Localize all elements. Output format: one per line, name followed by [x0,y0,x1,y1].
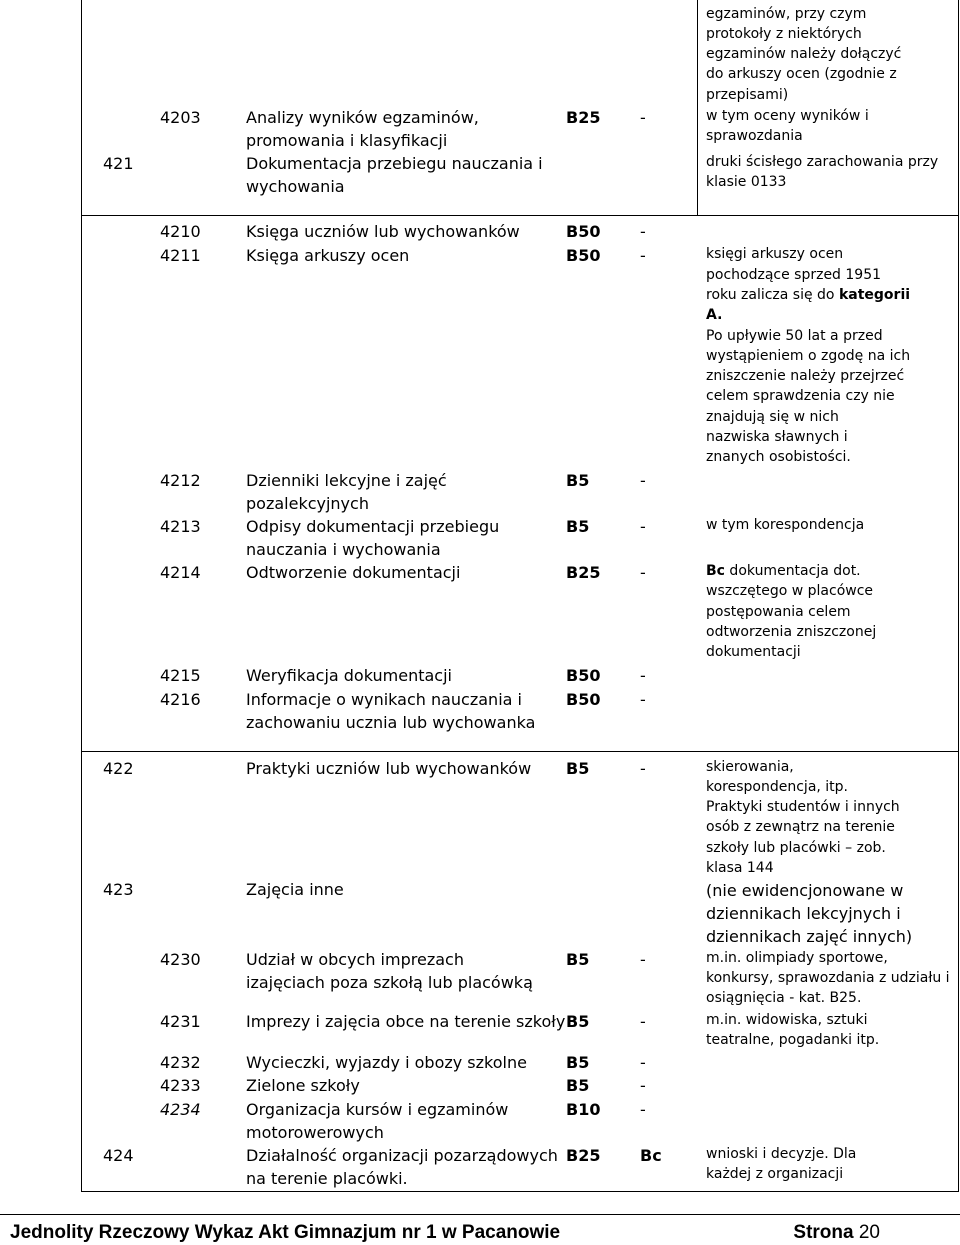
item-number: 4203 [160,108,201,127]
category-code: B10 [566,1100,601,1119]
category-code: B5 [566,1053,590,1072]
item-number: 4210 [160,222,201,241]
item-title-line: zachowaniu ucznia lub wychowanka [246,713,536,732]
row-divider [81,751,959,752]
category-code: B5 [566,1012,590,1031]
item-number: 423 [103,880,134,899]
item-title-line: Zielone szkoły [246,1076,360,1095]
item-number: 4232 [160,1053,201,1072]
category-dash: - [640,222,646,241]
footer-title: Jednolity Rzeczowy Wykaz Akt Gimnazjum nr 1 w Pacanowie [10,1222,561,1243]
category-code: B25 [566,1146,601,1165]
note-line: pochodzące sprzed 1951 [706,267,882,283]
item-title-line: Księga arkuszy ocen [246,246,410,265]
note-line: m.in. widowiska, sztuki [706,1012,868,1028]
note-line: w tym oceny wyników i [706,108,869,124]
note-line [706,285,910,306]
note-line: wszczętego w placówce [706,583,874,599]
item-number: 424 [103,1146,134,1165]
item-title-line: Dokumentacja przebiegu nauczania i [246,154,543,173]
note-line: protokoły z niektórych [706,26,862,42]
page-number: 20 [858,1222,880,1243]
category-dash: - [640,471,646,490]
item-number: 4233 [160,1076,201,1095]
item-number: 4234 [160,1100,201,1119]
item-title-line: Odpisy dokumentacji przebiegu [246,517,500,536]
note-line: szkoły lub placówki – zob. [706,840,886,856]
category-dash: - [640,1012,646,1031]
category-dash: - [640,950,646,969]
note-line: w tym korespondencja [706,517,865,533]
note-line: znajdują się w nich [706,409,839,425]
item-number: 4215 [160,666,201,685]
note-line: dokumentacji [706,644,801,660]
category-dash: - [640,1100,646,1119]
category-code: B5 [566,950,590,969]
note-line: Po upływie 50 lat a przed [706,328,883,344]
item-title-line: Organizacja kursów i egzaminów [246,1100,509,1119]
item-title-line: Informacje o wynikach nauczania i [246,690,522,709]
note-line: do arkuszy ocen (zgodnie z [706,66,897,82]
category-code: B25 [566,108,601,127]
column-divider [697,0,698,215]
page-footer [10,1221,880,1245]
item-number: 422 [103,759,134,778]
category-code: B5 [566,759,590,778]
item-number: 4214 [160,563,201,582]
item-title-line: Weryfikacja dokumentacji [246,666,452,685]
item-title-line: pozalekcyjnych [246,494,369,513]
item-title-line: Działalność organizacji pozarządowych [246,1146,558,1165]
page-number-block [793,1221,880,1245]
item-number: 4213 [160,517,201,536]
category-dash: - [640,108,646,127]
note-line: celem sprawdzenia czy nie [706,388,895,404]
note-line: wystąpieniem o zgodę na ich [706,348,911,364]
item-number: 4216 [160,690,201,709]
note-line: przepisami) [706,87,789,103]
item-title-line: Zajęcia inne [246,880,344,899]
item-title-line: izajęciach poza szkołą lub placówką [246,973,533,992]
note-line: znanych osobistości. [706,449,851,465]
item-title-line: wychowania [246,177,345,196]
category-dash: - [640,1076,646,1095]
footer-rule [0,1214,960,1215]
note-text: roku zalicza się do kategorii [706,287,911,303]
item-title-line: na terenie placówki. [246,1169,408,1188]
item-title-line: Księga uczniów lub wychowanków [246,222,520,241]
note-emphasis: Bc [706,563,725,579]
note-line: Praktyki studentów i innych [706,799,900,815]
category-code: B50 [566,222,601,241]
note-line: osiągnięcia - kat. B25. [706,990,862,1006]
note-line: sprawozdania [706,128,803,144]
note-line: egzaminów należy dołączyć [706,46,902,62]
item-title-line: Analizy wyników egzaminów, [246,108,479,127]
category-dash: - [640,563,646,582]
item-title-line: Imprezy i zajęcia obce na terenie szkoły [246,1012,566,1031]
category-code: B50 [566,246,601,265]
note-line: m.in. olimpiady sportowe, [706,950,888,966]
note-line: postępowania celem [706,604,851,620]
note-line: osób z zewnątrz na terenie [706,819,895,835]
category-dash: - [640,690,646,709]
note-line: dziennikach lekcyjnych i [706,904,901,923]
item-title-line: Udział w obcych imprezach [246,950,464,969]
note-line: dziennikach zajęć innych) [706,927,913,946]
note-line: wnioski i decyzje. Dla [706,1146,857,1162]
row-divider [81,215,959,216]
note-line: zniszczenie należy przejrzeć [706,368,905,384]
category-code: B50 [566,690,601,709]
category-dash: - [640,666,646,685]
category-code-secondary: Bc [640,1146,662,1165]
category-code: B50 [566,666,601,685]
note-line: każdej z organizacji [706,1166,844,1182]
item-number: 4231 [160,1012,201,1031]
category-dash: - [640,246,646,265]
note-line: nazwiska sławnych i [706,429,848,445]
item-number: 4211 [160,246,201,265]
item-title-line: motorowerowych [246,1123,384,1142]
note-line: konkursy, sprawozdania z udziału i [706,970,950,986]
category-code: B5 [566,1076,590,1095]
category-dash: - [640,759,646,778]
table-right-border [958,0,959,1192]
note-line: skierowania, [706,759,794,775]
note-line: teatralne, pogadanki itp. [706,1032,880,1048]
note-line: klasie 0133 [706,174,787,190]
page-label: Strona [793,1222,854,1243]
item-number: 4230 [160,950,201,969]
category-code: B25 [566,563,601,582]
note-line: korespondencja, itp. [706,779,849,795]
note-line: (nie ewidencjonowane w [706,881,904,900]
item-title-line: promowania i klasyfikacji [246,131,448,150]
table-bottom-border [81,1191,959,1192]
note-line: egzaminów, przy czym [706,6,867,22]
item-title-line: Wycieczki, wyjazdy i obozy szkolne [246,1053,527,1072]
note-line: klasa 144 [706,860,774,876]
note-line: A. [706,307,723,323]
category-dash: - [640,517,646,536]
note-line: druki ścisłego zarachowania przy [706,154,939,170]
item-title-line: nauczania i wychowania [246,540,441,559]
category-code: B5 [566,471,590,490]
note-line: Bc dokumentacja dot. [706,563,861,579]
item-number: 4212 [160,471,201,490]
category-code: B5 [566,517,590,536]
note-line: księgi arkuszy ocen [706,246,844,262]
item-title-line: Odtworzenie dokumentacji [246,563,461,582]
note-line: odtworzenia zniszczonej [706,624,877,640]
note-emphasis: kategorii [838,287,911,303]
item-title-line: Dzienniki lekcyjne i zajęć [246,471,447,490]
category-dash: - [640,1053,646,1072]
table-left-border [81,0,82,1192]
item-number: 421 [103,154,134,173]
item-title-line: Praktyki uczniów lub wychowanków [246,759,532,778]
